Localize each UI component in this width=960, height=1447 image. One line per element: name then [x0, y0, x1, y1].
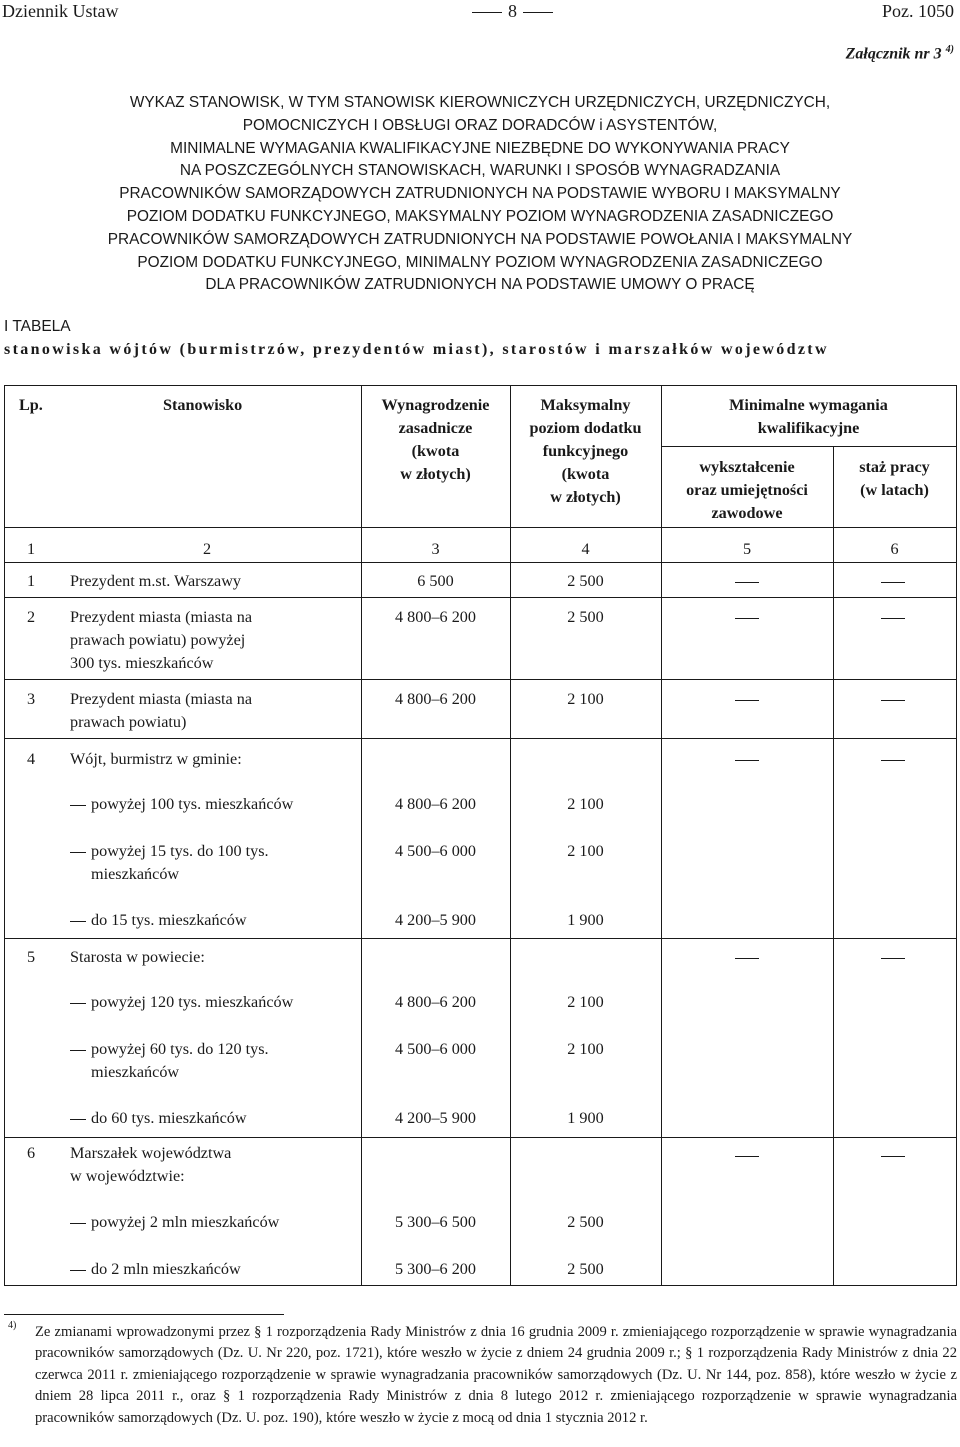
dash-mark: [881, 618, 905, 619]
dash-mark: [881, 1156, 905, 1157]
dash-mark: [881, 760, 905, 761]
row-position-line: prawach powiatu): [70, 713, 187, 731]
row-position-line: Prezydent miasta (miasta na: [70, 608, 253, 626]
grid-line: [661, 446, 956, 447]
row-position: [70, 606, 252, 675]
row-bonus: 2 500: [567, 572, 604, 590]
footnote-text: Ze zmianami wprowadzonymi przez § 1 rozporządzenia Rady Ministrów z dnia 16 grudnia 2009 r. zmieniającego rozporządzenie w sprawie wynagradzania pracowników samorządowych (Dz. U. Nr 220, poz. 1721), które weszło w życie z dniem 24 grudnia 2009 r.; § 1 rozporządzenia Rady Ministrów z dnia 22 czerwca 2011 r. zmieniającego rozporządzenie w sprawie wynagradzania pracowników samorządowych (Dz. U. Nr 144, poz. 858), które weszło w życie z dniem 28 lipca 2011 r., oraz § 1 rozporządzenia Rady Ministrów z dnia 8 lutego 2012 r. zmieniającego rozporządzenie w sprawie wynagradzania pracowników samorządowych (Dz. U. poz. 190), które weszło w życie z mocą od dnia 1 stycznia 2012 r.: [35, 1324, 957, 1426]
annex-footnote-ref: 4): [945, 44, 954, 55]
dash-mark: [735, 700, 759, 701]
row-position: do 15 tys. mieszkańców: [91, 911, 247, 929]
header-salary: [361, 394, 510, 486]
header-education-line: zawodowe: [711, 504, 783, 522]
title-line: PRACOWNIKÓW SAMORZĄDOWYCH ZATRUDNIONYCH NA PODSTAWIE WYBORU I MAKSYMALNY: [119, 185, 841, 203]
row-bonus: 1 900: [567, 1109, 604, 1127]
row-position-line: Prezydent miasta (miasta na: [70, 690, 253, 708]
grid-line: [5, 597, 956, 598]
row-salary: 4 200–5 900: [395, 911, 476, 929]
title-line: PRACOWNIKÓW SAMORZĄDOWYCH ZATRUDNIONYCH NA PODSTAWIE POWOŁANIA I MAKSYMALNY: [107, 230, 853, 248]
sub-item-dash: [70, 852, 86, 853]
dash-mark: [881, 582, 905, 583]
row-lp: 2: [27, 608, 36, 626]
row-position: powyżej 120 tys. mieszkańców: [91, 993, 294, 1011]
section-subtitle: stanowiska wójtów (burmistrzów, prezydentów miast), starostów i marszałków województw: [4, 341, 829, 358]
journal-name: Dziennik Ustaw: [2, 1, 119, 21]
column-number: 6: [890, 540, 899, 558]
row-position-line: powyżej 60 tys. do 120 tys.: [91, 1040, 269, 1058]
row-lp: 6: [27, 1144, 36, 1162]
row-salary: 4 800–6 200: [395, 993, 476, 1011]
row-bonus: 2 100: [567, 842, 604, 860]
row-position-line: w województwie:: [70, 1167, 185, 1185]
header-salary-line: (kwota: [411, 442, 460, 460]
grid-line: [5, 679, 956, 680]
sub-item-dash: [70, 1270, 86, 1271]
row-position: powyżej 100 tys. mieszkańców: [91, 795, 294, 813]
row-salary: 4 500–6 000: [395, 842, 476, 860]
row-position: [91, 840, 269, 886]
grid-line: [510, 386, 511, 1285]
dash-mark: [735, 1156, 759, 1157]
header-bonus: [510, 394, 661, 509]
row-lp: 5: [27, 948, 36, 966]
header-requirements-line: kwalifikacyjne: [757, 419, 860, 437]
header-education-line: oraz umiejętności: [686, 481, 808, 499]
title-line: POZIOM DODATKU FUNKCYJNEGO, MINIMALNY POZIOM WYNAGRODZENIA ZASADNICZEGO: [137, 253, 823, 271]
sub-item-dash: [70, 805, 86, 806]
dash-mark: [735, 582, 759, 583]
row-position-line: mieszkańców: [91, 865, 180, 883]
dash-mark: [735, 618, 759, 619]
position-number: Poz. 1050: [882, 1, 954, 21]
grid-line: [5, 1137, 956, 1138]
row-salary: 4 800–6 200: [395, 795, 476, 813]
row-bonus: 1 900: [567, 911, 604, 929]
row-salary: 4 200–5 900: [395, 1109, 476, 1127]
row-bonus: 2 500: [567, 1213, 604, 1231]
dash-mark: [735, 760, 759, 761]
annex-label-text: Załącznik nr 3: [845, 45, 942, 63]
document-title: [0, 92, 960, 297]
title-line: MINIMALNE WYMAGANIA KWALIFIKACYJNE NIEZBĘDNE DO WYKONYWANIA PRACY: [170, 139, 790, 157]
row-position: do 60 tys. mieszkańców: [91, 1109, 247, 1127]
row-position: do 2 mln mieszkańców: [91, 1260, 241, 1278]
grid-line: [361, 386, 362, 1285]
column-number: 4: [581, 540, 590, 558]
column-number: 5: [742, 540, 752, 558]
row-salary: 5 300–6 500: [395, 1213, 476, 1231]
row-lp: 3: [27, 690, 36, 708]
header-experience: [833, 456, 956, 502]
row-salary: 4 500–6 000: [395, 1040, 476, 1058]
header-education-line: wykształcenie: [699, 458, 795, 476]
row-bonus: 2 100: [567, 993, 604, 1011]
header-position: Stanowisko: [163, 396, 243, 414]
row-position: [70, 688, 252, 734]
header-bonus-line: poziom dodatku: [529, 419, 642, 437]
header-experience-line: (w latach): [860, 481, 929, 499]
dash-mark: [735, 958, 759, 959]
row-position: [70, 1142, 231, 1188]
row-bonus: 2 100: [567, 795, 604, 813]
row-bonus: 2 100: [567, 690, 604, 708]
row-salary: 4 800–6 200: [395, 690, 476, 708]
page-number: [466, 1, 559, 22]
header-salary-line: w złotych): [400, 465, 471, 483]
footnote-mark: 4): [8, 1320, 17, 1331]
sub-item-dash: [70, 1119, 86, 1120]
dash-mark: [881, 958, 905, 959]
column-number: 2: [203, 540, 212, 558]
footnote-rule: [4, 1314, 284, 1315]
row-bonus: 2 100: [567, 1040, 604, 1058]
header-requirements-line: Minimalne wymagania: [729, 396, 888, 414]
column-number: 1: [27, 540, 36, 558]
title-line: NA POSZCZEGÓLNYCH STANOWISKACH, WARUNKI I SPOSÓB WYNAGRADZANIA: [179, 162, 781, 180]
header-salary-line: zasadnicze: [398, 419, 473, 437]
page-number-dash-right: [523, 12, 553, 13]
title-line: WYKAZ STANOWISK, W TYM STANOWISK KIEROWNICZYCH URZĘDNICZYCH, URZĘDNICZYCH,: [129, 94, 831, 111]
row-position-line: prawach powiatu) powyżej: [70, 631, 246, 649]
header-experience-line: staż pracy: [859, 458, 930, 476]
grid-line: [833, 446, 834, 1285]
grid-line: [5, 738, 956, 739]
header-bonus-line: funkcyjnego: [542, 442, 629, 460]
dash-mark: [881, 700, 905, 701]
sub-item-dash: [70, 1223, 86, 1224]
section-label: I TABELA: [4, 318, 71, 335]
row-salary: 5 300–6 200: [395, 1260, 476, 1278]
header-lp: Lp.: [19, 396, 43, 414]
row-position: Wójt, burmistrz w gminie:: [70, 750, 242, 768]
header-salary-line: Wynagrodzenie: [381, 396, 490, 414]
page-header: [0, 0, 960, 26]
title-line: DLA PRACOWNIKÓW ZATRUDNIONYCH NA PODSTAWIE UMOWY O PRACĘ: [205, 276, 755, 294]
header-bonus-line: Maksymalny: [540, 396, 631, 414]
row-lp: 1: [27, 572, 36, 590]
row-position: powyżej 2 mln mieszkańców: [91, 1213, 280, 1231]
grid-line: [5, 562, 956, 563]
row-position: [91, 1038, 269, 1084]
salary-table: [4, 385, 957, 1286]
header-bonus-line: (kwota: [561, 465, 610, 483]
title-line: POZIOM DODATKU FUNKCYJNEGO, MAKSYMALNY POZIOM WYNAGRODZENIA ZASADNICZEGO: [126, 207, 834, 225]
sub-item-dash: [70, 1050, 86, 1051]
annex-label: [846, 44, 954, 63]
page-number-dash-left: [472, 12, 502, 13]
row-position-line: 300 tys. mieszkańców: [70, 654, 214, 672]
grid-line: [5, 938, 956, 939]
row-bonus: 2 500: [567, 608, 604, 626]
header-requirements: [661, 394, 956, 440]
title-line: POMOCNICZYCH I OBSŁUGI ORAZ DORADCÓW i ASYSTENTÓW,: [242, 116, 718, 134]
row-position-line: powyżej 15 tys. do 100 tys.: [91, 842, 269, 860]
row-position: Starosta w powiecie:: [70, 948, 205, 966]
row-position: Prezydent m.st. Warszawy: [70, 572, 242, 590]
header-bonus-line: w złotych): [550, 488, 621, 506]
row-salary: 4 800–6 200: [395, 608, 476, 626]
column-number: 3: [431, 540, 440, 558]
header-education: [661, 456, 833, 525]
row-salary: 6 500: [417, 572, 454, 590]
row-lp: 4: [27, 750, 36, 768]
row-position-line: mieszkańców: [91, 1063, 180, 1081]
grid-line: [5, 527, 956, 528]
sub-item-dash: [70, 1003, 86, 1004]
sub-item-dash: [70, 921, 86, 922]
page-number-value: 8: [508, 1, 517, 21]
row-position-line: Marszałek województwa: [70, 1144, 232, 1162]
row-bonus: 2 500: [567, 1260, 604, 1278]
